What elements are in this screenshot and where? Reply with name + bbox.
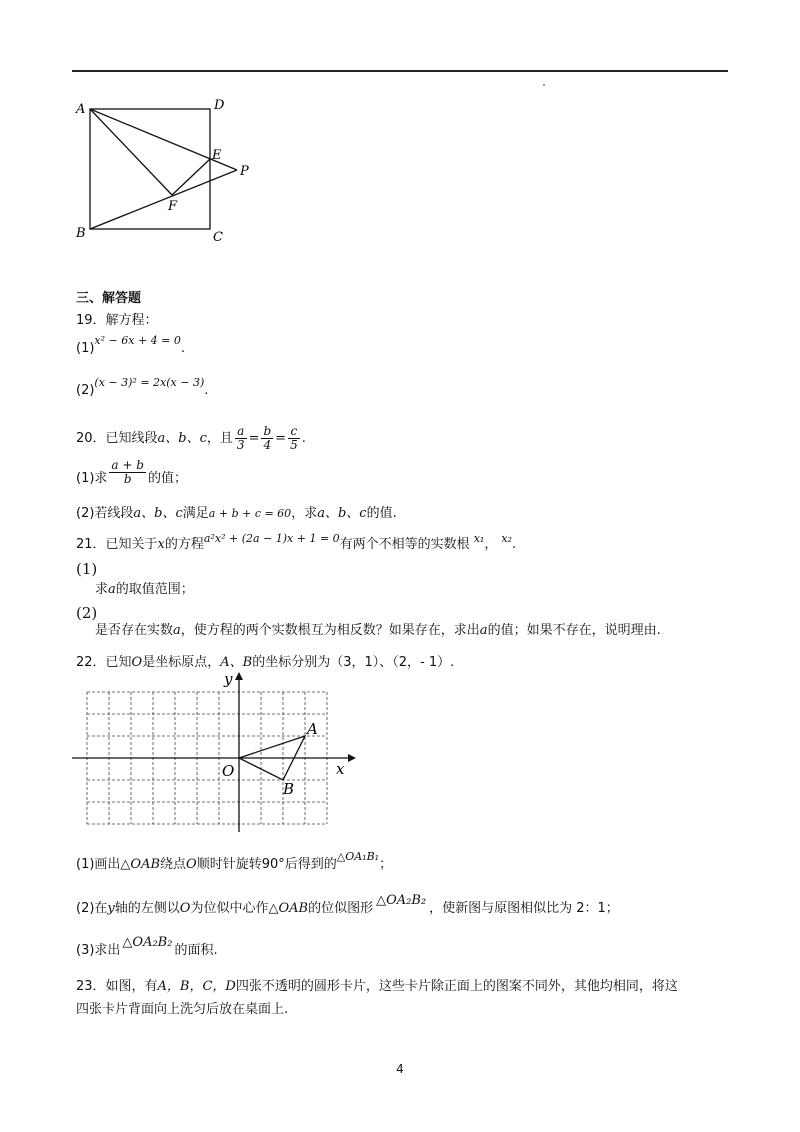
point-a-label: A — [76, 102, 86, 117]
q19-part1 — [76, 334, 186, 358]
q20-p1-tail: 的值； — [147, 471, 187, 486]
q21-root-x1: x₁ — [473, 532, 485, 545]
q22-p1-oab: OAB — [130, 857, 161, 872]
q22-p2-oab: OAB — [278, 901, 309, 916]
q21-p2-b: ，使方程的两个实数根互为相反数？如果存在，求出 — [180, 623, 480, 638]
q22-p3-result: △OA₂B₂ — [122, 935, 173, 950]
q19-p1-end: . — [180, 341, 186, 356]
q21-p1-var: a — [108, 582, 116, 597]
q23-line1-a: 23．如图，有 — [76, 979, 158, 994]
q21-end: . — [511, 537, 517, 552]
q22-p2-o: O — [179, 901, 191, 916]
segment-af — [90, 109, 172, 195]
q19-p1-equation: x² − 6x + 4 = 0 — [94, 334, 181, 347]
q21-part2-text — [95, 622, 661, 640]
q20-p1-den: b — [123, 472, 132, 486]
q21-stem-c: 有两个不相等的实数根 — [339, 537, 470, 552]
q22-p2-d: 的位似图形 — [308, 901, 374, 916]
point-b-label: B — [76, 226, 86, 241]
point-p-label: P — [240, 164, 249, 179]
q20-f1-num: a — [235, 425, 247, 439]
q19-p2-label: (2) — [76, 383, 95, 398]
origin-label: O — [222, 762, 235, 780]
q21-p1-label: (1) — [76, 560, 98, 578]
q20-frac-a3 — [235, 425, 247, 452]
q20-p2-label: (2)若线段 — [76, 506, 134, 521]
q20-f2-num: b — [263, 424, 272, 438]
q22-p2-c: 为位似中心作△ — [190, 901, 279, 916]
q20-stem-a: 20．已知线段 — [76, 431, 158, 446]
q21-sep: ， — [484, 537, 498, 552]
q21-part1-text — [95, 581, 194, 599]
q22-p1-result: △OA₁B₁ — [336, 850, 380, 863]
q20-part2 — [76, 505, 397, 523]
point-c-label: C — [213, 230, 223, 245]
point-d-label: D — [214, 98, 225, 113]
q22-part1 — [76, 850, 393, 874]
q20-p1-frac — [109, 459, 146, 486]
q21-stem-a: 21．已知关于 — [76, 537, 158, 552]
q21-p2-var2: a — [479, 623, 488, 638]
q20-f2-den: 4 — [263, 438, 272, 452]
q21-var-x: x — [157, 537, 165, 552]
q22-p3-a: (3)求出 — [76, 943, 121, 958]
header-rule — [72, 70, 728, 72]
y-axis-arrow — [235, 672, 243, 680]
q20-frac-c5 — [288, 425, 300, 452]
point-e-label: E — [212, 148, 222, 163]
q19-p2-equation: (x − 3)² = 2x(x − 3) — [94, 376, 205, 389]
q22-origin: O — [131, 655, 143, 670]
q22-part2 — [76, 893, 619, 918]
q22-p2-tail: ，使新图与原图相似比为 2：1； — [429, 901, 619, 916]
q21-p1-tail: 的取值范围； — [115, 582, 194, 597]
y-axis-label: y — [224, 670, 233, 688]
q20-part1 — [76, 458, 187, 494]
q22-stem-b: 是坐标原点， — [142, 655, 221, 670]
q20-p2-vars: a、b、c — [133, 506, 183, 521]
q20-p2-tail: 的值. — [366, 506, 397, 521]
q20-stem-b: ，且 — [206, 431, 233, 446]
q22-p1-o: O — [186, 857, 197, 872]
q22-p2-result: △OA₂B₂ — [376, 893, 427, 908]
q22-p2-b: 轴的左侧以 — [114, 901, 180, 916]
q22-p1-end: ； — [379, 857, 393, 872]
q20-f1-den: 3 — [236, 438, 245, 452]
q22-points: A、B — [220, 655, 253, 670]
q22-p1-a: (1)画出△ — [76, 857, 131, 872]
q21-root-x2: x₂ — [501, 532, 512, 545]
square-figure — [70, 95, 270, 245]
q22-p2-a: (2)在 — [76, 901, 108, 916]
q21-p2-a: 是否存在实数 — [95, 623, 174, 638]
q19-part2 — [76, 376, 209, 400]
q20-p1-label: (1)求 — [76, 471, 108, 486]
q20-p2-vars2: a、b、c — [317, 506, 367, 521]
q22-p1-c: 顺时针旋转90°后得到的 — [196, 857, 337, 872]
coordinate-grid — [66, 668, 366, 838]
q23-line2: 四张卡片背面向上洗匀后放在桌面上. — [76, 1002, 289, 1017]
q23-line1-b: 四张不透明的圆形卡片，这些卡片除正面上的图案不同外，其他均相同，将这 — [235, 979, 678, 994]
q20-f3-den: 5 — [290, 438, 298, 452]
page-number: 4 — [396, 1062, 404, 1076]
q21-stem — [76, 532, 517, 554]
q20-vars: a、b、c — [157, 431, 207, 446]
q21-stem-b: 的方程 — [164, 537, 204, 552]
q21-p2-tail: 的值；如果不存在，说明理由. — [487, 623, 661, 638]
point-a-label: A — [307, 720, 318, 738]
q22-stem-c: 的坐标分别为（3，1）、（2，- 1）. — [252, 655, 455, 670]
q20-p1-num: a + b — [111, 458, 144, 472]
q19-stem: 19．解方程： — [76, 313, 158, 328]
segment-fe — [172, 159, 210, 195]
q20-end: . — [301, 431, 306, 446]
q20-p2-mid2: ，求 — [291, 506, 318, 521]
segment-bp — [90, 170, 237, 229]
q21-p2-var: a — [173, 623, 181, 638]
q21-p1-a: 求 — [95, 582, 109, 597]
q20-eq1: = — [248, 431, 260, 446]
x-axis-label: x — [336, 760, 345, 778]
point-b-label: B — [283, 780, 295, 798]
x-axis-arrow — [348, 754, 356, 762]
q22-stem-a: 22．已知 — [76, 655, 132, 670]
header-dot — [543, 84, 545, 86]
q20-p2-equation: a + b + c = 60 — [208, 507, 292, 520]
q19-p2-end: . — [204, 383, 209, 398]
q20-eq2: = — [275, 431, 287, 446]
q22-p1-b: 绕点 — [160, 857, 187, 872]
q21-p2-label: (2) — [76, 604, 98, 622]
q22-p2-y: y — [107, 901, 115, 916]
q22-part3 — [76, 935, 218, 960]
q23-cards: A，B，C，D — [157, 979, 236, 994]
point-f-label: F — [168, 199, 178, 214]
q20-stem — [76, 424, 306, 454]
q20-p2-mid: 满足 — [182, 506, 209, 521]
q20-frac-b4 — [261, 425, 273, 452]
q22-p3-tail: 的面积. — [174, 943, 218, 958]
q20-f3-num: c — [288, 425, 300, 439]
q23-line1 — [76, 978, 678, 996]
section-title: 三、解答题 — [76, 291, 142, 306]
q19-p1-label: (1) — [76, 341, 95, 356]
q21-equation: a²x² + (2a − 1)x + 1 = 0 — [203, 532, 340, 545]
